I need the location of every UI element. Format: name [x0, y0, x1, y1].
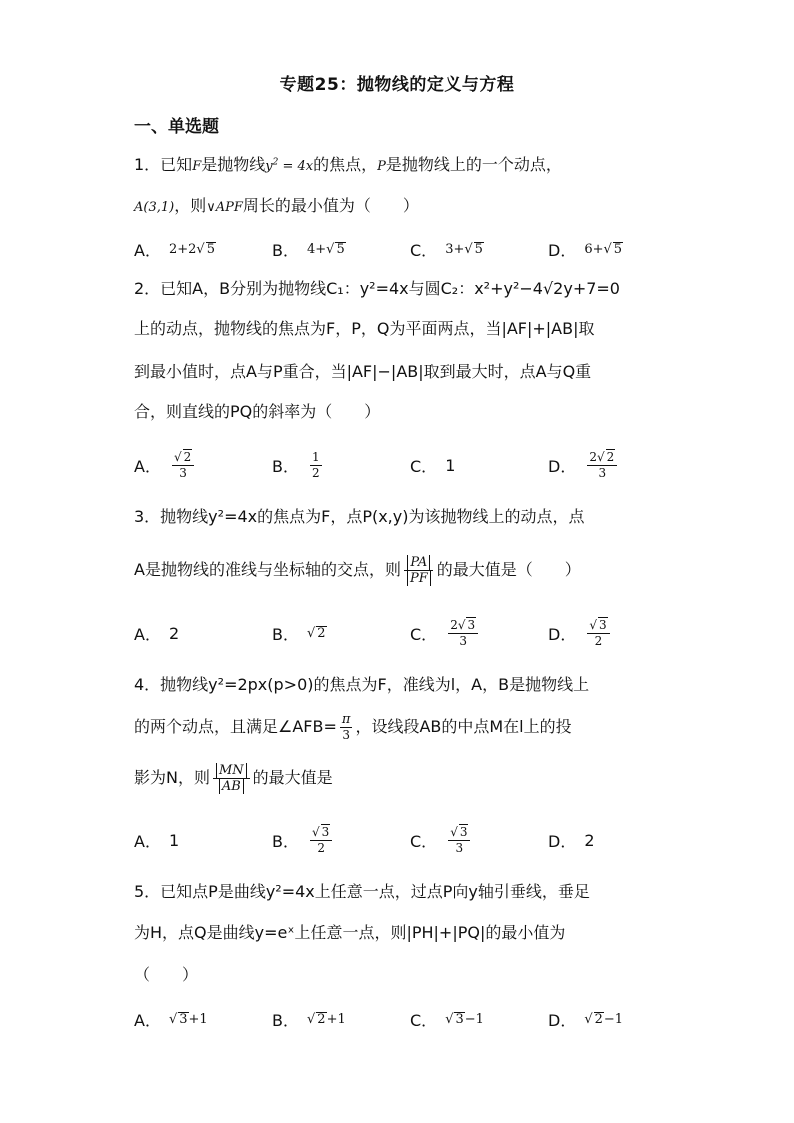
q4-text: 的最大值是: [252, 768, 333, 787]
q1-text: 是抛物线: [201, 155, 266, 174]
q5-line-2: 为H，点Q是曲线y=eˣ上任意一点，则|PH|+|PQ|的最小值为: [134, 923, 566, 942]
q2-option-b[interactable]: B． $\frac{1}{2}$: [272, 449, 320, 480]
q1-option-c-value: 3+√ 5: [445, 241, 483, 257]
q4-line-3: [134, 763, 333, 794]
q3-option-c[interactable]: C． $\frac{2√ 3}{3}$: [410, 618, 481, 648]
q4-options: [134, 825, 694, 855]
q2-option-a-value: $\frac{√ 2}{3}$: [172, 449, 194, 481]
q2-line-1: 2．已知A，B分别为抛物线C₁：y²=4x与圆C₂：x²+y²−4√2y+7=0: [134, 279, 620, 298]
q3-option-b-value: √ 2: [306, 625, 326, 641]
q3-option-b[interactable]: B． √ 2: [272, 624, 326, 644]
q3-options: [134, 618, 694, 648]
q1-option-d[interactable]: D． 6+√ 5: [548, 240, 623, 260]
q1-option-a[interactable]: A． 2+2√ 5: [134, 240, 215, 260]
q1-math-f: F: [192, 159, 202, 174]
q4-option-d[interactable]: D． 2: [548, 830, 595, 851]
q1-option-b-value: 4+√ 5: [306, 241, 345, 257]
q2-line-4: 合，则直线的PQ的斜率为（ ）: [134, 402, 381, 421]
q5-option-b[interactable]: B． √ 2+1: [272, 1010, 346, 1030]
q3-line-2: [134, 555, 581, 586]
q4-option-a-value: 1: [168, 830, 180, 850]
q3-text: A是抛物线的准线与坐标轴的交点，则: [134, 560, 401, 579]
q2-line-2: 上的动点，抛物线的焦点为F，P，Q为平面两点，当|AF|+|AB|取: [134, 319, 595, 338]
q1-text: 是抛物线上的一个动点，: [385, 155, 562, 174]
q4-fraction-pi-3: $\frac{\pi}{3}$: [341, 712, 351, 742]
q5-option-c[interactable]: C． √ 3−1: [410, 1010, 484, 1030]
q2-option-d[interactable]: D． $\frac{2√ 2}{3}$: [548, 450, 620, 480]
q3-text: 的最大值是（ ）: [436, 560, 581, 579]
q1-text: 周长的最小值为（ ）: [242, 196, 419, 215]
q4-option-a[interactable]: A． 1: [134, 830, 180, 851]
q4-option-b[interactable]: B． $\frac{√ 3}{2}$: [272, 825, 335, 855]
q4-text: 影为N，则: [134, 768, 210, 787]
q5-option-d-value: √ 2−1: [584, 1011, 624, 1027]
q5-option-a-value: √ 3+1: [168, 1011, 208, 1027]
q1-math-triangle: ∨APF: [206, 200, 243, 215]
q1-text: 1．已知: [134, 155, 193, 174]
q3-option-d[interactable]: D． $\frac{√ 3}{2}$: [548, 618, 613, 648]
q3-option-c-value: $\frac{2√ 3}{3}$: [448, 617, 478, 649]
q4-line-2: [134, 712, 572, 743]
section-heading: 一、单选题: [134, 117, 219, 137]
q1-text: 的焦点，: [313, 155, 378, 174]
q4-option-d-value: 2: [584, 830, 595, 850]
q2-line-3: 到最小值时，点A与P重合，当|AF|−|AB|取到最大时，点A与Q重: [134, 362, 592, 381]
q1-math-a: A(3,1): [134, 200, 175, 215]
q5-option-c-value: √ 3−1: [445, 1011, 484, 1027]
q1-option-c[interactable]: C． 3+√ 5: [410, 240, 483, 260]
page-title: 专题25：抛物线的定义与方程: [279, 75, 515, 95]
q4-text: ，设线段AB的中点M在l上的投: [355, 717, 572, 736]
q3-option-a[interactable]: A． 2: [134, 623, 180, 644]
q4-fraction-mn-ab: $\frac{MN}{AB}$: [213, 763, 250, 794]
q1-option-a-value: 2+2√ 5: [168, 241, 215, 257]
q1-line-2: [134, 193, 419, 221]
q5-options: [134, 1004, 694, 1034]
q3-option-a-value: 2: [168, 623, 180, 643]
q4-text: 的两个动点，且满足∠AFB=: [134, 717, 337, 736]
q3-line-1: 3．抛物线y²=4x的焦点为F，点P(x,y)为该抛物线上的动点，点: [134, 507, 585, 526]
q5-line-1: 5．已知点P是曲线y²=4x上任意一点，过点P向y轴引垂线，垂足: [134, 882, 590, 901]
q4-option-c-value: $\frac{√ 3}{3}$: [448, 824, 470, 856]
q4-option-c[interactable]: C． $\frac{√ 3}{3}$: [410, 825, 473, 855]
q5-line-3: （ ）: [134, 965, 199, 984]
q1-options: [134, 234, 694, 264]
q4-line-1: 4．抛物线y²=2px(p>0)的焦点为F，准线为l，A，B是抛物线上: [134, 675, 590, 694]
q1-option-b[interactable]: B． 4+√ 5: [272, 240, 345, 260]
q2-option-a[interactable]: A． $\frac{√ 2}{3}$: [134, 450, 197, 480]
q2-option-c-value: 1: [445, 455, 456, 475]
q5-option-b-value: √ 2+1: [306, 1011, 346, 1027]
q5-option-d[interactable]: D． √ 2−1: [548, 1010, 624, 1030]
q1-option-d-value: 6+√ 5: [584, 241, 623, 257]
q1-line-1: [134, 152, 562, 180]
q4-option-b-value: $\frac{√ 3}{2}$: [310, 824, 332, 856]
q2-options: [134, 450, 694, 480]
q1-math-eq: $y^2 = 4x$: [265, 157, 314, 174]
q1-math-p: P: [377, 159, 386, 174]
q2-option-c[interactable]: C． 1: [410, 455, 456, 476]
q2-option-d-value: $\frac{2√ 2}{3}$: [587, 449, 617, 481]
q2-option-b-value: $\frac{1}{2}$: [311, 449, 320, 480]
q1-text: ，则: [174, 196, 207, 215]
q5-option-a[interactable]: A． √ 3+1: [134, 1010, 208, 1030]
q3-option-d-value: $\frac{√ 3}{2}$: [587, 617, 609, 649]
q3-fraction-pa-pf: $\frac{PA}{PF}$: [404, 555, 434, 586]
